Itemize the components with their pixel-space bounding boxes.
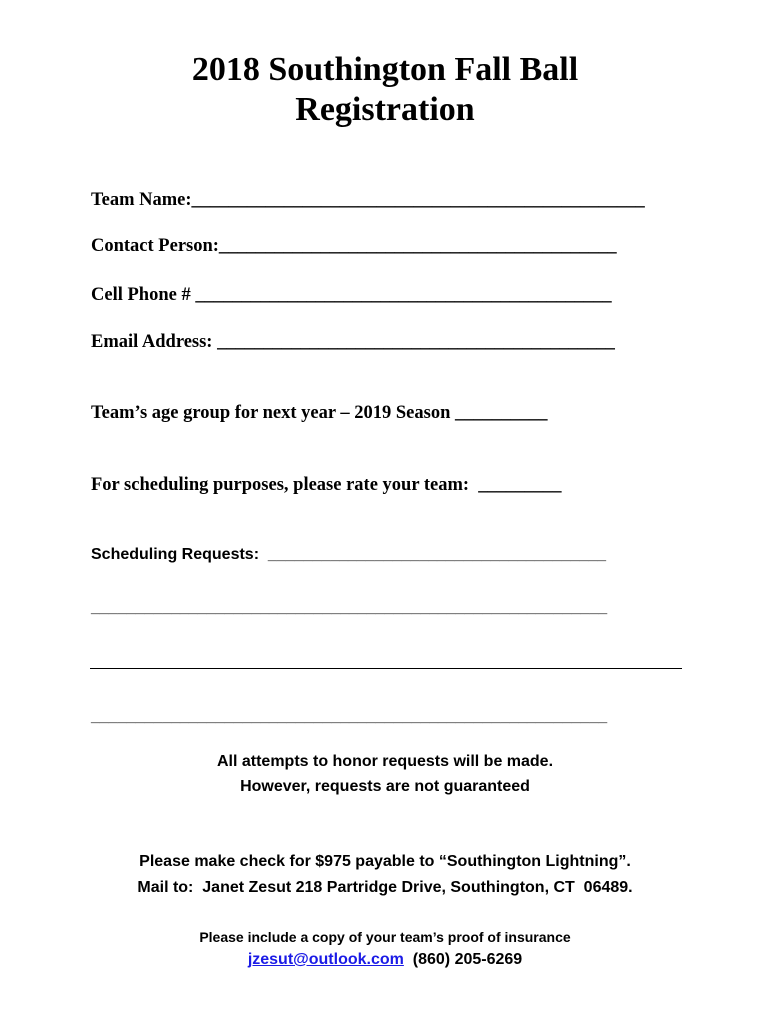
scheduling-blank-line-2[interactable]: [90, 668, 682, 669]
phone-number: (860) 205-6269: [403, 951, 523, 968]
age-group-field[interactable]: Team’s age group for next year – 2019 Season __________: [91, 403, 548, 423]
insurance-note: Please include a copy of your team’s proof of insurance: [199, 929, 571, 945]
email-link[interactable]: jzesut@outlook.com: [247, 951, 404, 968]
contact-footer: [0, 950, 770, 970]
scheduling-requests-field[interactable]: Scheduling Requests: ______________________________________: [91, 546, 607, 563]
contact-person-field[interactable]: Contact Person:___________________________________________: [91, 236, 617, 256]
form-title-line2: Registration: [295, 91, 475, 128]
payment-line-1: Please make check for $975 payable to “Southington Lightning”.: [139, 853, 631, 870]
notice-line-2: However, requests are not guaranteed: [240, 778, 530, 795]
payment-line-2: Mail to: Janet Zesut 218 Partridge Drive, Southington, CT 06489.: [137, 879, 633, 896]
form-title-line1: 2018 Southington Fall Ball: [191, 51, 579, 88]
team-name-field[interactable]: Team Name:_________________________________________________: [91, 190, 645, 210]
scheduling-blank-line-3[interactable]: __________________________________________________________: [91, 708, 608, 725]
notice-line-1: All attempts to honor requests will be made.: [216, 753, 554, 770]
email-address-field[interactable]: Email Address: ___________________________________________: [91, 332, 615, 352]
scheduling-blank-line-1[interactable]: __________________________________________________________: [91, 599, 608, 616]
rate-team-field[interactable]: For scheduling purposes, please rate your team: _________: [91, 475, 562, 495]
cell-phone-field[interactable]: Cell Phone # _____________________________________________: [91, 285, 612, 305]
